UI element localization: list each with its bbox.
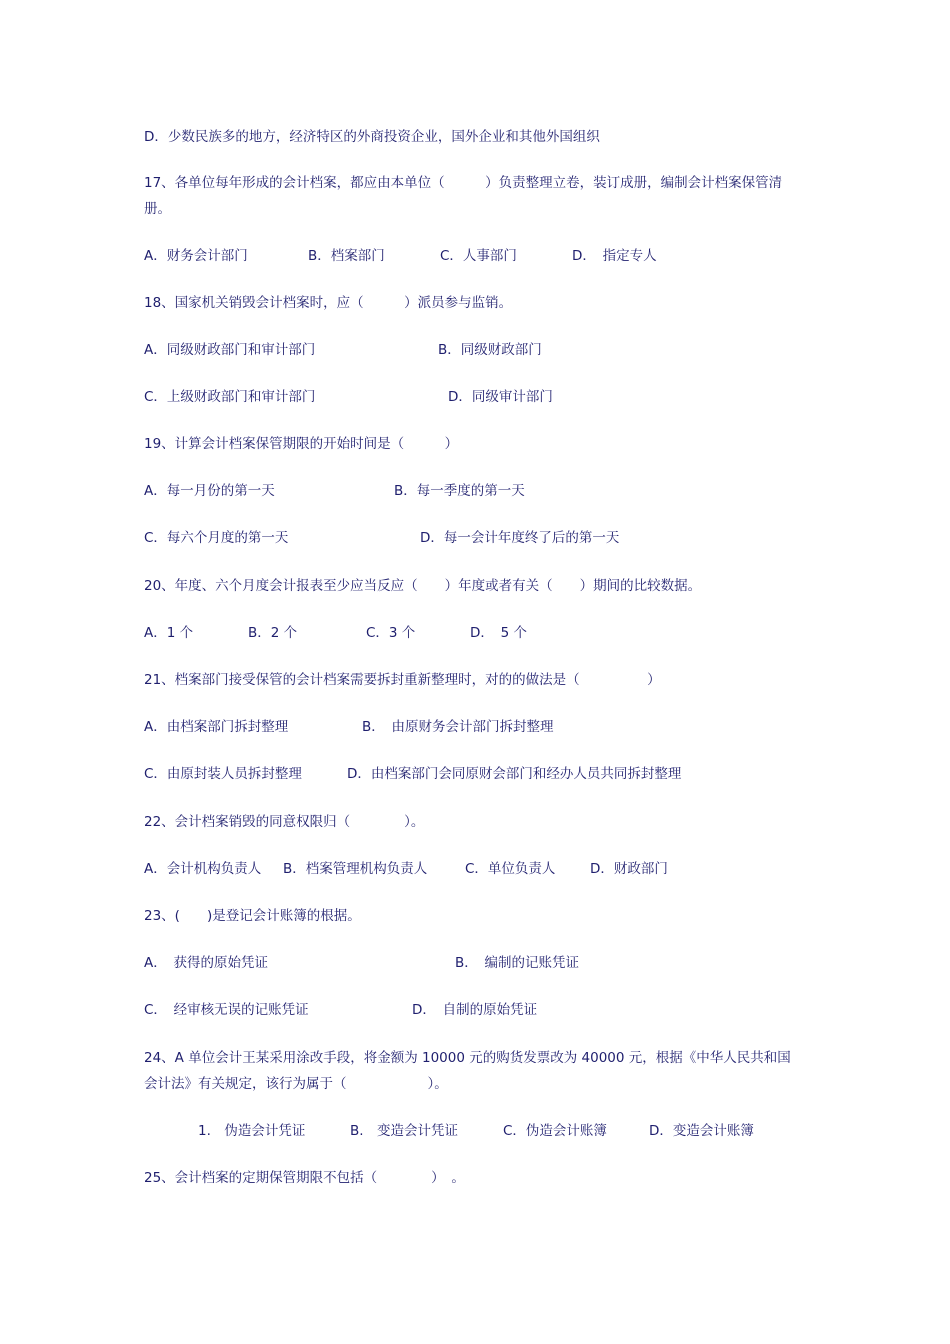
option-a: A．同级财政部门和审计部门 [144,342,316,358]
option-d: D． 指定专人 [572,248,657,264]
option-c: C．3 个 [366,625,416,641]
option-c: C．每六个月度的第一天 [144,530,289,546]
option-b: B． 由原财务会计部门拆封整理 [362,719,554,735]
question-18: 18、国家机关销毁会计档案时，应（ ）派员参与监销。 [144,295,513,311]
option-a: A．1 个 [144,625,194,641]
option-a: A．每一月份的第一天 [144,483,275,499]
question-19: 19、计算会计档案保管期限的开始时间是（ ） [144,436,459,452]
option-d: D．同级审计部门 [448,389,553,405]
option-b: B．2 个 [248,625,298,641]
option-c: C． 经审核无误的记账凭证 [144,1002,309,1018]
question-25: 25、会计档案的定期保管期限不包括（ ） 。 [144,1170,465,1186]
question-22: 22、会计档案销毁的同意权限归（ ）。 [144,814,425,830]
option-d: D．每一会计年度终了后的第一天 [420,530,620,546]
option-b: B．同级财政部门 [438,342,542,358]
option-a: A．会计机构负责人 [144,861,262,877]
option-b: B．档案部门 [308,248,385,264]
option-c: C．人事部门 [440,248,517,264]
option-c: C．由原封装人员拆封整理 [144,766,302,782]
question-23: 23、( )是登记会计账簿的根据。 [144,908,361,924]
option-b: B．档案管理机构负责人 [283,861,428,877]
question-20: 20、年度、六个月度会计报表至少应当反应（ ）年度或者有关（ ）期间的比较数据。 [144,578,702,594]
option-d: D． 5 个 [470,625,528,641]
option-line: D．少数民族多的地方，经济特区的外商投资企业，国外企业和其他外国组织 [144,129,600,145]
question-21: 21、档案部门接受保管的会计档案需要拆封重新整理时，对的的做法是（ ） [144,672,661,688]
option-d: D． 自制的原始凭证 [412,1002,538,1018]
option-b: B． 编制的记账凭证 [455,955,580,971]
option-b: B. 变造会计凭证 [350,1123,459,1139]
option-1: 1. 伪造会计凭证 [198,1123,306,1139]
question-17: 17、各单位每年形成的会计档案，都应由本单位（ ）负责整理立卷，装订成册，编制会计档案保管清册。 [144,175,783,217]
option-c: C．单位负责人 [465,861,556,877]
option-c: C．上级财政部门和审计部门 [144,389,316,405]
question-24: 24、A 单位会计王某采用涂改手段，将金额为 10000 元的购货发票改为 40000 元，根据《中华人民共和国会计法》有关规定，该行为属于（ ）。 [144,1050,791,1092]
option-a: A．由档案部门拆封整理 [144,719,289,735]
option-d: D．变造会计账簿 [649,1123,754,1139]
option-c: C．伪造会计账簿 [503,1123,607,1139]
option-a: A．财务会计部门 [144,248,248,264]
option-d: D．由档案部门会同原财会部门和经办人员共同拆封整理 [347,766,682,782]
option-d: D．财政部门 [590,861,668,877]
option-a: A． 获得的原始凭证 [144,955,268,971]
option-b: B．每一季度的第一天 [394,483,525,499]
